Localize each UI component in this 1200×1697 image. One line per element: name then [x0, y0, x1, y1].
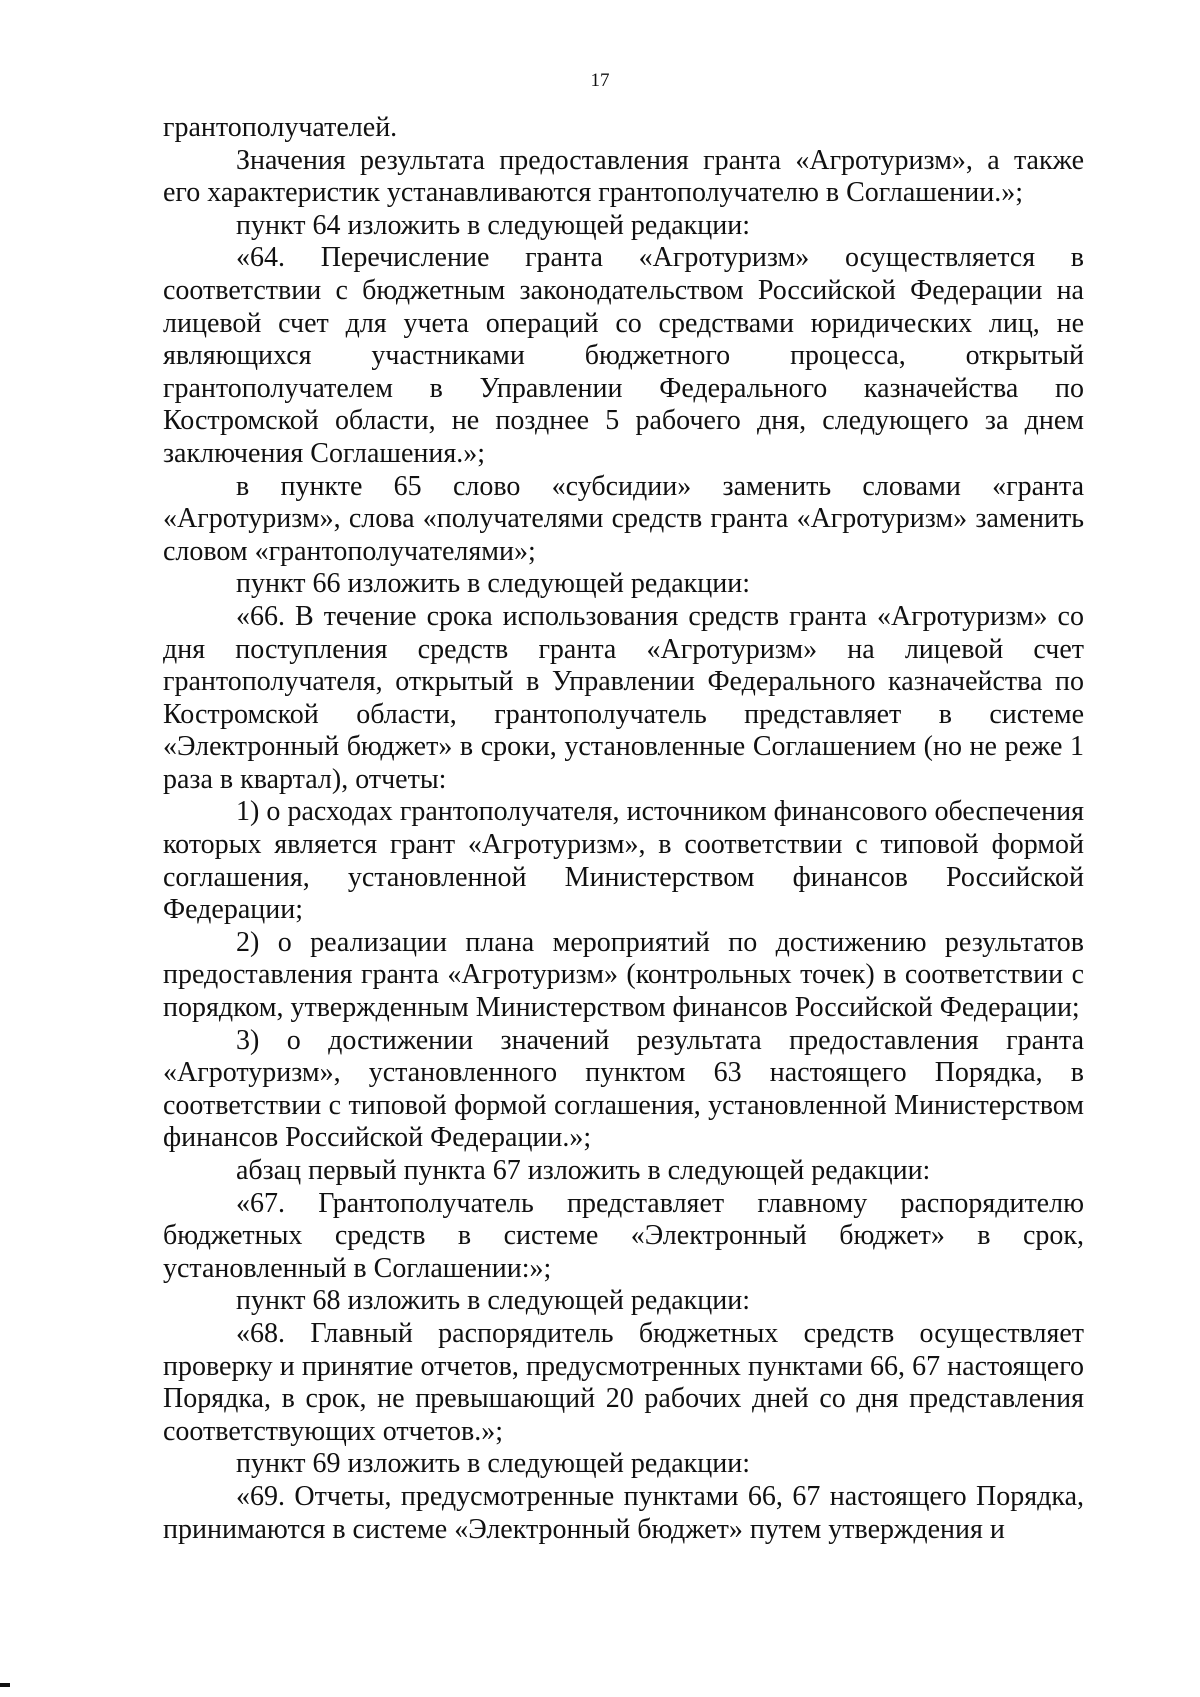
paragraph: абзац первый пункта 67 изложить в следующей редакции:: [236, 1155, 931, 1186]
paragraph: 3) о достижении значений результата предоставления гранта «Агротуризм», установленного пунктом 63 настоящего Порядка, в соответствии с типовой формой соглашения, установленной Министерством финансов Российской Федерации.»;: [163, 1024, 1084, 1154]
document-body: [163, 112, 1084, 1546]
paragraph: 1) о расходах грантополучателя, источником финансового обеспечения которых является грант «Агротуризм», в соответствии с типовой формой соглашения, установленной Министерством финансов Российской Федерации;: [163, 796, 1084, 926]
paragraph: грантополучателей.: [163, 112, 398, 143]
paragraph: «64. Перечисление гранта «Агротуризм» осуществляется в соответствии с бюджетным законодательством Российской Федерации на лицевой счет для учета операций со средствами юридических лиц, не являющихся участниками бюджетного процесса, открытый грантополучателем в Управлении Федерального казначейства по Костромской области, не позднее 5 рабочего дня, следующего за днем заключения Соглашения.»;: [163, 242, 1084, 469]
paragraph: «69. Отчеты, предусмотренные пунктами 66, 67 настоящего Порядка, принимаются в системе «Электронный бюджет» путем утверждения и: [163, 1480, 1084, 1545]
paragraph: «67. Грантополучатель представляет главному распорядителю бюджетных средств в системе «Электронный бюджет» в срок, установленный в Соглашении:»;: [163, 1187, 1084, 1284]
paragraph: «66. В течение срока использования средств гранта «Агротуризм» со дня поступления средств гранта «Агротуризм» на лицевой счет грантополучателя, открытый в Управлении Федерального казначейства по Костромской области, грантополучатель представляет в системе «Электронный бюджет» в сроки, установленные Соглашением (но не реже 1 раза в квартал), отчеты:: [163, 600, 1084, 795]
paragraph: «68. Главный распорядитель бюджетных средств осуществляет проверку и принятие отчетов, предусмотренных пунктами 66, 67 настоящего Порядка, в срок, не превышающий 20 рабочих дней со дня представления соответствующих отчетов.»;: [163, 1317, 1084, 1447]
paragraph: пункт 69 изложить в следующей редакции:: [236, 1448, 750, 1480]
paragraph: в пункте 65 слово «субсидии» заменить словами «гранта «Агротуризм», слова «получателями средств гранта «Агротуризм» заменить словом «грантополучателями»;: [163, 470, 1084, 567]
page-number: 17: [590, 70, 610, 91]
scan-edge-mark: [0, 1683, 10, 1687]
paragraph: пункт 68 изложить в следующей редакции:: [236, 1285, 750, 1317]
paragraph: 2) о реализации плана мероприятий по достижению результатов предоставления гранта «Агротуризм» (контрольных точек) в соответствии с порядком, утвержденным Министерством финансов Российской Федерации;: [163, 926, 1084, 1024]
paragraph: пункт 64 изложить в следующей редакции:: [236, 209, 750, 241]
paragraph: пункт 66 изложить в следующей редакции:: [236, 568, 750, 600]
paragraph: Значения результата предоставления гранта «Агротуризм», а также его характеристик устанавливаются грантополучателю в Соглашении.»;: [163, 144, 1084, 209]
